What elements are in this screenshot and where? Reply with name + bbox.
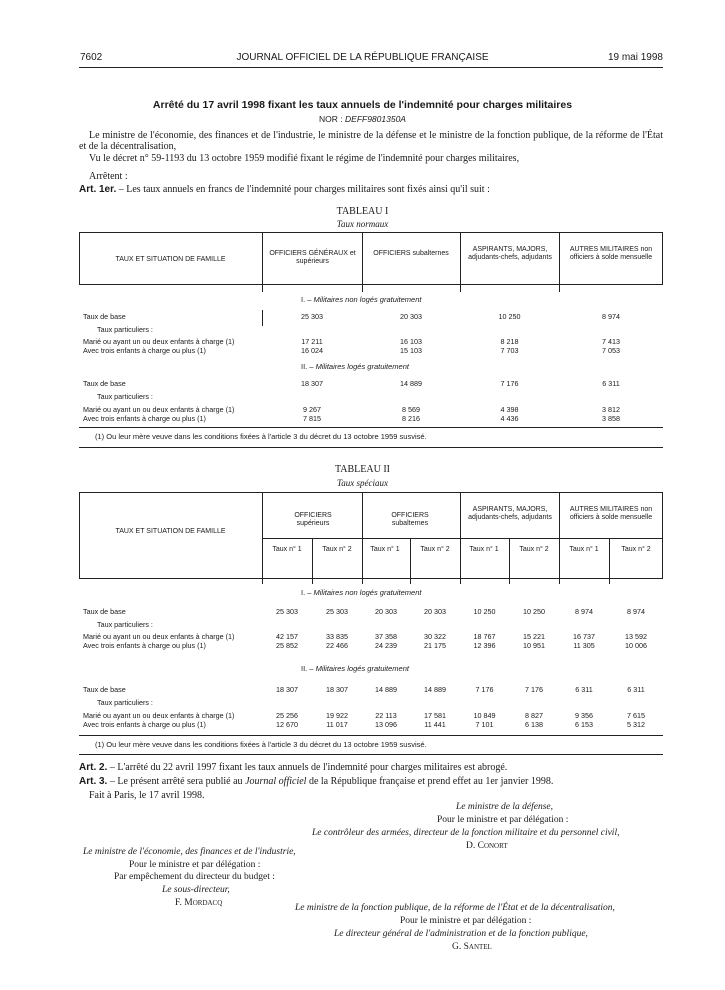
table1-cell: 7 703	[500, 346, 519, 355]
table1-header-generaux: OFFICIERS GÉNÉRAUX et supérieurs	[269, 250, 356, 265]
table2-cell: 9 356	[575, 711, 593, 720]
table2-cell: 10 250	[523, 607, 545, 616]
table1-cell: 9 267	[303, 405, 321, 414]
table2-cell: 25 303	[276, 607, 298, 616]
table2-cell: 10 250	[473, 607, 496, 616]
table1-cell: 7 413	[602, 337, 620, 346]
table1-row-three: Avec trois enfants à charge ou plus (1)	[83, 346, 206, 355]
table2-cell: 14 889	[375, 685, 397, 694]
table2-cell: 14 889	[424, 685, 446, 694]
table1-footnote: (1) Ou leur mère veuve dans les conditions fixées à l'article 3 du décret du 13 octobre 1959 susvisé.	[95, 432, 427, 441]
table1-row-three: Avec trois enfants à charge ou plus (1)	[83, 414, 206, 423]
article-3	[79, 776, 663, 787]
table2-cell: 17 581	[424, 711, 446, 720]
table2-cell: 6 153	[575, 720, 593, 729]
table1-header-autres: AUTRES MILITAIRES non officiers à solde mensuelle	[569, 246, 653, 261]
table2-cell: 18 307	[326, 685, 348, 694]
table1-cell: 15 103	[400, 346, 422, 355]
table2-row-three: Avec trois enfants à charge ou plus (1)	[83, 641, 206, 650]
table2-cell: 33 835	[326, 632, 348, 641]
table2-header-aspirants: ASPIRANTS, MAJORS, adjudants-chefs, adjudants	[468, 506, 552, 521]
table1-row-base: Taux de base	[83, 312, 126, 321]
table1-header-situation: TAUX ET SITUATION DE FAMILLE	[115, 256, 226, 263]
table1-row-part: Taux particuliers :	[97, 325, 153, 334]
table2-cell: 6 138	[525, 720, 543, 729]
article-3-text: de la République française et prend effet au 1er janvier 1998.	[306, 776, 554, 787]
table2-cell: 10 006	[625, 641, 647, 650]
table1-cell: 4 436	[500, 414, 519, 423]
table2-cell: 25 303	[326, 607, 348, 616]
article-2-label: Art. 2.	[79, 762, 108, 773]
table2-cell: 24 239	[375, 641, 397, 650]
table1-cell: 7 176	[500, 379, 519, 388]
table1-row-base: Taux de base	[83, 379, 126, 388]
table2-header-situation: TAUX ET SITUATION DE FAMILLE	[115, 528, 226, 535]
article-1-label: Art. 1er.	[79, 184, 117, 195]
table1-row-married: Marié ou ayant un ou deux enfants à charge (1)	[83, 405, 235, 414]
table1-section1: I. – Militaires non logés gratuitement	[301, 295, 422, 304]
table2-subheader-taux2: Taux n° 2	[322, 546, 352, 553]
article-1-text: – Les taux annuels en francs de l'indemnité pour charges militaires sont fixés ainsi qu'il suit :	[116, 184, 490, 195]
signature-defense-delegation: Pour le ministre et par délégation :	[437, 815, 569, 825]
table2-cell: 20 303	[375, 607, 397, 616]
table1	[79, 232, 663, 452]
signature-economie-title: Le ministre de l'économie, des finances et de l'industrie,	[83, 847, 296, 857]
table1-cell: 18 307	[301, 379, 323, 388]
table2	[79, 492, 663, 758]
table2-subheader-taux1: Taux n° 1	[272, 546, 302, 553]
table1-cell: 25 303	[301, 312, 323, 321]
table1-cell: 7 815	[303, 414, 321, 423]
article-2	[79, 762, 663, 773]
done-at-paris: Fait à Paris, le 17 avril 1998.	[89, 790, 205, 801]
page-number: 7602	[80, 52, 103, 63]
table1-row-married: Marié ou ayant un ou deux enfants à charge (1)	[83, 337, 235, 346]
signature-economie-name: F. Mordacq	[175, 898, 223, 908]
table2-subheader-taux1: Taux n° 1	[469, 546, 499, 553]
table2-cell: 30 322	[424, 632, 446, 641]
table1-cell: 3 858	[602, 414, 620, 423]
table2-cell: 5 312	[627, 720, 645, 729]
table2-row-three: Avec trois enfants à charge ou plus (1)	[83, 720, 206, 729]
decree-title: Arrêté du 17 avril 1998 fixant les taux annuels de l'indemnité pour charges militaires	[152, 99, 573, 111]
signature-fonction-delegation: Pour le ministre et par délégation :	[400, 916, 532, 926]
table1-cell: 17 211	[301, 337, 323, 346]
signature-fonction-role: Le directeur général de l'administration et de la fonction publique,	[334, 929, 588, 939]
table2-cell: 16 737	[573, 632, 595, 641]
table2-subheader-taux2: Taux n° 2	[420, 546, 450, 553]
table2-cell: 18 767	[473, 632, 496, 641]
table1-cell: 16 103	[400, 337, 422, 346]
article-3-journal: Journal officiel	[245, 776, 307, 787]
signature-fonction-title: Le ministre de la fonction publique, de la réforme de l'État et de la décentralisation,	[295, 903, 615, 913]
table1-header-subalternes: OFFICIERS subalternes	[373, 250, 449, 257]
table2-subtitle: Taux spéciaux	[337, 478, 388, 488]
table2-cell: 37 358	[375, 632, 397, 641]
table1-cell: 8 218	[500, 337, 519, 346]
table2-row-part: Taux particuliers :	[97, 698, 153, 707]
article-3-label: Art. 3.	[79, 776, 108, 787]
table2-subheader-taux2: Taux n° 2	[621, 546, 651, 553]
table2-cell: 8 974	[575, 607, 593, 616]
table2-cell: 7 176	[525, 685, 543, 694]
signature-economie-role: Le sous-directeur,	[162, 885, 230, 895]
signature-fonction-name: G. Santel	[452, 942, 492, 952]
table2-header-superieurs: OFFICIERS supérieurs	[294, 512, 332, 527]
table2-row-base: Taux de base	[83, 685, 126, 694]
table1-cell: 7 053	[602, 346, 620, 355]
table1-cell: 20 303	[400, 312, 422, 321]
table2-header-autres: AUTRES MILITAIRES non officiers à solde mensuelle	[569, 506, 653, 521]
table1-cell: 8 216	[402, 414, 420, 423]
table2-cell: 42 157	[276, 632, 298, 641]
table2-cell: 22 466	[326, 641, 348, 650]
nor-label: NOR :	[319, 114, 346, 124]
table1-header-aspirants: ASPIRANTS, MAJORS, adjudants-chefs, adjudants	[468, 246, 552, 261]
table2-cell: 18 307	[276, 685, 298, 694]
table1-section2: II. – Militaires logés gratuitement	[301, 362, 409, 371]
table2-cell: 25 256	[276, 711, 298, 720]
nor-reference	[0, 114, 725, 124]
signature-economie-delegation: Pour le ministre et par délégation :	[129, 860, 261, 870]
table2-cell: 22 113	[375, 711, 397, 720]
table2-section1: I. – Militaires non logés gratuitement	[301, 588, 422, 597]
table1-cell: 16 024	[301, 346, 323, 355]
table2-cell: 13 592	[625, 632, 647, 641]
table2-footnote: (1) Ou leur mère veuve dans les conditions fixées à l'article 3 du décret du 13 octobre 1959 susvisé.	[95, 740, 427, 749]
table1-cell: 10 250	[498, 312, 521, 321]
table2-cell: 11 017	[326, 720, 348, 729]
nor-code: DEFF9801350A	[345, 114, 406, 124]
table1-cell: 14 889	[400, 379, 422, 388]
table2-cell: 10 951	[523, 641, 545, 650]
table2-subheader-taux1: Taux n° 1	[370, 546, 400, 553]
table1-cell: 8 974	[602, 312, 620, 321]
table2-cell: 6 311	[575, 685, 593, 694]
table2-section2: II. – Militaires logés gratuitement	[301, 664, 409, 673]
table2-cell: 7 176	[475, 685, 494, 694]
table2-cell: 13 096	[375, 720, 397, 729]
table2-caption: TABLEAU II	[334, 464, 391, 475]
table2-row-part: Taux particuliers :	[97, 620, 153, 629]
table2-row-base: Taux de base	[83, 607, 126, 616]
table2-cell: 20 303	[424, 607, 446, 616]
table2-header-subalternes: OFFICIERS subalternes	[391, 512, 429, 527]
table2-cell: 25 852	[276, 641, 298, 650]
table1-cell: 6 311	[602, 379, 620, 388]
table2-cell: 7 101	[475, 720, 494, 729]
table2-cell: 11 441	[424, 720, 446, 729]
table2-cell: 7 615	[627, 711, 645, 720]
header-rule	[79, 67, 663, 68]
article-3-text: – Le présent arrêté sera publié au	[107, 776, 246, 787]
signature-defense-role: Le contrôleur des armées, directeur de la fonction militaire et du personnel civil,	[312, 828, 620, 838]
table1-caption: TABLEAU I	[336, 206, 389, 217]
table2-cell: 10 849	[473, 711, 496, 720]
signature-defense-title: Le ministre de la défense,	[456, 802, 554, 812]
table1-row-part: Taux particuliers :	[97, 392, 153, 401]
table2-cell: 8 974	[627, 607, 645, 616]
table2-subheader-taux2: Taux n° 2	[519, 546, 549, 553]
issue-date: 19 mai 1998	[607, 52, 663, 63]
signature-economie-empechement: Par empêchement du directeur du budget :	[114, 872, 275, 882]
table1-cell: 8 569	[402, 405, 420, 414]
preamble-arretent: Arrêtent :	[89, 171, 128, 182]
table2-cell: 21 175	[424, 641, 446, 650]
journal-name: JOURNAL OFFICIEL DE LA RÉPUBLIQUE FRANÇAISE	[236, 52, 489, 63]
table2-cell: 15 221	[523, 632, 545, 641]
table2-subheader-taux1: Taux n° 1	[569, 546, 599, 553]
table2-cell: 12 396	[473, 641, 496, 650]
table2-row-married: Marié ou ayant un ou deux enfants à charge (1)	[83, 711, 235, 720]
article-1	[79, 184, 663, 195]
table1-cell: 4 398	[500, 405, 519, 414]
table2-cell: 19 922	[326, 711, 348, 720]
table1-subtitle: Taux normaux	[336, 219, 389, 229]
table1-cell: 3 812	[602, 405, 620, 414]
table2-row-married: Marié ou ayant un ou deux enfants à charge (1)	[83, 632, 235, 641]
article-2-text: – L'arrêté du 22 avril 1997 fixant les taux annuels de l'indemnité pour charges militaires est abrogé.	[107, 762, 508, 773]
table2-cell: 8 827	[525, 711, 543, 720]
preamble-visa: Vu le décret n° 59-1193 du 13 octobre 1959 modifié fixant le régime de l'indemnité pour charges militaires,	[89, 153, 520, 164]
table2-cell: 12 670	[276, 720, 298, 729]
preamble-ministers: Le ministre de l'économie, des finances et de l'industrie, le ministre de la défense et le ministre de la fonction publique, de la réforme de l'État et de la décentralisation,	[79, 130, 663, 152]
signature-defense-name: D. Conort	[466, 841, 508, 851]
table2-cell: 11 305	[573, 641, 595, 650]
table2-cell: 6 311	[627, 685, 645, 694]
